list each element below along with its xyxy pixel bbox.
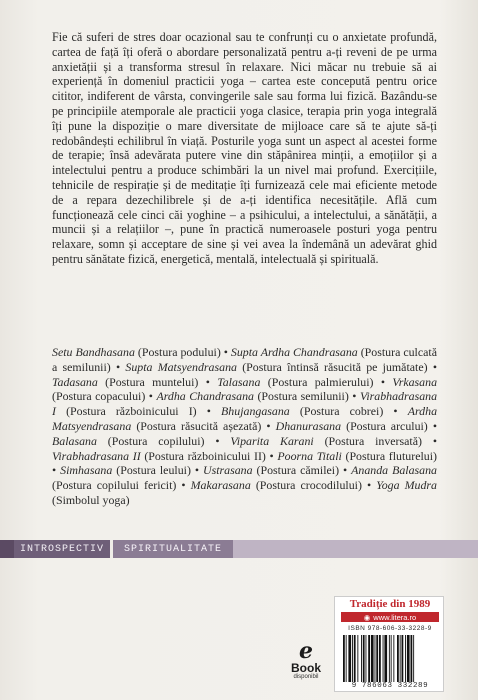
posture-translation: (Postura războinicului I) [55, 404, 197, 419]
posture-name: Ananda Balasana [351, 463, 438, 478]
ebook-label: Book [291, 661, 321, 675]
posture-translation: (Postura inversată) [313, 433, 422, 448]
ebook-sublabel: disponibil [293, 674, 319, 680]
barcode-bar [361, 635, 362, 682]
posture-name: Tadasana [52, 374, 98, 389]
posture-item [191, 478, 362, 492]
posture-name: Ustrasana [203, 463, 253, 478]
barcode-bar [384, 635, 387, 682]
barcode-bar [375, 635, 376, 682]
barcode-bar [371, 635, 374, 682]
posture-separator: • [265, 448, 278, 463]
barcode-bar [363, 635, 365, 682]
barcode [343, 635, 437, 683]
barcode-bar [376, 635, 378, 682]
posture-name: Simhasana [60, 463, 113, 478]
isbn-text: ISBN 978-606-33-3228-9 [348, 625, 432, 632]
posture-item [52, 345, 221, 359]
posture-translation: (Postura semilunii) [253, 389, 349, 404]
posture-item [277, 449, 437, 463]
posture-item [230, 434, 422, 448]
barcode-bar [357, 635, 358, 682]
posture-translation: (Simbolul yoga) [52, 492, 130, 507]
posture-separator: • [383, 404, 408, 419]
posture-name: Virabhadrasana II [52, 448, 141, 463]
posture-separator: • [361, 478, 377, 493]
posture-item [217, 375, 373, 389]
posture-name: Ardha Chandrasana [156, 389, 254, 404]
description-paragraph: Fie că suferi de stres doar ocazional sau te confrunți cu o anxietate profundă, cartea de față îți oferă o abordare personalizată pentru a-ți reveni de pe urma anxietății și a transforma stresul în relaxare. Nici măcar nu trebuie să ai experiență în domeniul practicii yoga – cartea este concepută pentru orice cititor, indiferent de vârsta, convingerile sale sau forma lui fizică. Bazându-se pe principiile atemporale ale practicii yoga clasice, terapia prin yoga integrală îți pune la dispoziție o mare diversitate de mijloace care să te ajute să-ți redobândești echilibrul în viață. Posturile yoga sunt un aspect al acestei forme de terapie; însă adevărata putere vine din stăpânirea minții, a emoțiilor și a intelectului pentru a produce schimbări la un nivel mai profund. Exercițiile, tehnicile de respirație și de meditație îți furnizează cele mai eficiente metode de a repara dezechilibrele și de a-ți identifica necesitățile. Află cum funcționează cele cinci căi yoghine – a psihicului, a intelectului, a sănătății, a muncii și a relațiilor –, pune în practică numeroasele posturi yoga pentru relaxare, somn și acceptare de sine și vei avea la îndemână un adevărat ghid pentru sănătate fizică, energetică, mentală, intelectuală și spirituală. [52, 30, 437, 266]
posture-translation: (Postura cobrei) [289, 404, 384, 419]
barcode-bar [400, 635, 401, 682]
posture-translation: (Postura podului) [134, 345, 221, 359]
posture-separator: • [348, 389, 360, 404]
posture-list [52, 345, 437, 508]
posture-separator: • [421, 433, 437, 448]
posture-translation: (Postura cămilei) [252, 463, 340, 478]
posture-name: Ardha Matsyendrasana [52, 404, 438, 433]
book-description [52, 30, 437, 267]
posture-separator: • [52, 463, 61, 478]
posture-item [221, 404, 383, 418]
globe-icon: ◉ [363, 612, 371, 622]
barcode-bar [411, 635, 413, 682]
posture-name: Virabhadrasana I [52, 389, 438, 419]
posture-separator: • [204, 433, 231, 448]
posture-separator: • [145, 389, 157, 404]
posture-translation: (Postura leului) [112, 463, 191, 478]
posture-item [125, 360, 427, 374]
posture-separator: • [190, 463, 203, 478]
posture-translation: (Postura crocodilului) [250, 478, 362, 493]
posture-item [60, 463, 191, 477]
barcode-bar [368, 635, 370, 682]
posture-separator: • [261, 418, 276, 433]
posture-item [52, 434, 205, 448]
band-left-strip [0, 540, 14, 558]
posture-separator: • [198, 374, 218, 389]
barcode-bar [348, 635, 351, 682]
posture-item [52, 449, 266, 463]
barcode-bar [383, 635, 384, 682]
barcode-bar [393, 635, 394, 682]
barcode-bar [402, 635, 404, 682]
barcode-bar [366, 635, 367, 682]
posture-name: Makarasana [190, 478, 251, 493]
barcode-bar [389, 635, 390, 682]
posture-translation: (Postura războinicului II) [140, 448, 266, 463]
posture-separator: • [339, 463, 352, 478]
posture-translation: (Postura culcată a semilunii) [52, 345, 437, 374]
posture-item [276, 419, 428, 433]
posture-item [156, 389, 348, 403]
category-band [0, 540, 478, 558]
barcode-digits: 9 786063 332289 [351, 682, 429, 690]
series-label: INTROSPECTIV [14, 540, 110, 558]
website-text: www.litera.ro [373, 612, 417, 622]
posture-separator: • [427, 359, 437, 374]
barcode-bar [397, 635, 399, 682]
posture-separator: • [110, 359, 126, 374]
posture-separator: • [196, 404, 222, 419]
posture-translation: (Postura muntelui) [97, 374, 199, 389]
posture-translation: (Postura copilului) [96, 433, 205, 448]
barcode-bar [379, 635, 381, 682]
posture-name: Balasana [52, 433, 97, 448]
posture-translation: (Postura arcului) [341, 418, 428, 433]
posture-separator: • [427, 418, 438, 433]
barcode-bar [354, 635, 356, 682]
posture-separator: • [176, 478, 191, 493]
barcode-bar [413, 635, 414, 682]
posture-name: Setu Bandhasana [52, 345, 135, 359]
ebook-letter: e [299, 638, 313, 664]
posture-name: Talasana [217, 374, 261, 389]
posture-translation: (Postura copacului) [52, 389, 146, 404]
publisher-barcode-box [334, 596, 444, 692]
posture-name: Yoga Mudra [376, 478, 438, 493]
publisher-tradition: Tradiție din 1989 [349, 598, 431, 610]
posture-translation: (Postura copilului fericit) [52, 478, 177, 493]
posture-translation: (Postura răsucită așezată) [131, 418, 262, 433]
barcode-bar [343, 635, 345, 682]
ebook-logo [286, 640, 326, 692]
posture-separator: • [373, 374, 393, 389]
posture-name: Supta Matsyendrasana [125, 359, 237, 374]
posture-item [52, 375, 198, 389]
posture-translation: (Postura fluturelui) [341, 448, 437, 463]
posture-name: Vrkasana [392, 374, 438, 389]
barcode-bar [407, 635, 410, 682]
category-label: SPIRITUALITATE [113, 540, 233, 558]
posture-item [203, 463, 339, 477]
posture-name: Supta Ardha Chandrasana [230, 345, 358, 359]
barcode-bar [391, 635, 392, 682]
barcode-bar [405, 635, 406, 682]
band-right-fill [233, 540, 478, 558]
posture-name: Dhanurasana [275, 418, 342, 433]
barcode-bar [346, 635, 347, 682]
barcode-bar [352, 635, 353, 682]
posture-translation: (Postura palmierului) [260, 374, 374, 389]
posture-name: Bhujangasana [221, 404, 290, 419]
posture-translation: (Postura întinsă răsucită pe jumătate) [236, 359, 428, 374]
posture-name: Viparita Karani [230, 433, 314, 448]
publisher-website[interactable] [341, 612, 439, 622]
posture-name: Poorna Titali [277, 448, 342, 463]
posture-separator: • [220, 345, 231, 359]
